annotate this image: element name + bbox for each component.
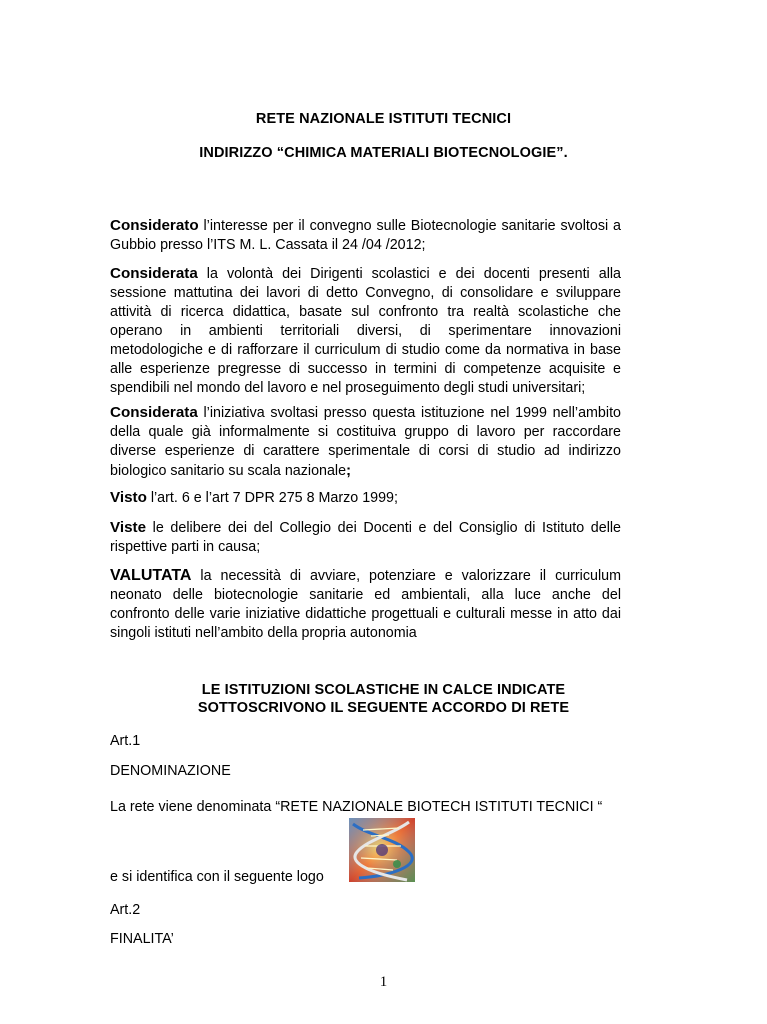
premise-paragraph xyxy=(110,566,621,643)
premise-paragraph xyxy=(110,518,621,557)
premise-text: l’art. 6 e l’art 7 DPR 275 8 Marzo 1999; xyxy=(146,490,398,506)
premise-keyword: Visto xyxy=(110,489,147,506)
premise-keyword: Viste xyxy=(110,519,147,536)
page-number: 1 xyxy=(379,974,388,990)
premise-keyword: Considerata xyxy=(110,404,198,421)
premise-keyword: Considerata xyxy=(110,265,198,282)
premise-text: la necessità di avviare, potenziare e valorizzare il curriculum neonato delle biotecnologie sanitarie ed ambientali, alla luce anche del confronto delle varie iniziative didattiche progettuali e culturali messe in atto dai singoli istituti nell’ambito della propria autonomia xyxy=(110,568,621,641)
premise-paragraph xyxy=(110,264,621,398)
article-1-label: Art.1 xyxy=(110,733,141,749)
premise-text: l’iniziativa svoltasi presso questa istituzione nel 1999 nell’ambito della quale già informalmente si costituiva gruppo di lavoro per raccordare diverse esperienze di carattere sperimentale di corsi di studio ad indirizzo biologico sanitario su scala nazionale xyxy=(110,405,621,479)
premise-trailing-punctuation: ; xyxy=(346,462,352,479)
document-subtitle: INDIRIZZO “CHIMICA MATERIALI BIOTECNOLOGIE”. xyxy=(199,145,568,161)
premise-paragraph xyxy=(110,488,621,508)
biotech-logo-image xyxy=(349,818,415,882)
article-1-body: La rete viene denominata “RETE NAZIONALE BIOTECH ISTITUTI TECNICI “ xyxy=(110,799,603,815)
article-2-label: Art.2 xyxy=(110,902,141,918)
article-1-logo-text: e si identifica con il seguente logo xyxy=(110,869,324,885)
premise-text: la volontà dei Dirigenti scolastici e dei docenti presenti alla sessione mattutina dei lavori di detto Convegno, di consolidare e sviluppare attività di ricerca didattica, basate sul confronto tra realtà scolastiche che operano in ambienti territoriali diversi, di sperimentare innovazioni metodologiche e di rafforzare il curriculum di studio come da normativa in base alle esperienze pregresse di successo in termini di competenze acquisite e spendibili nel mondo del lavoro e nel proseguimento degli studi universitari; xyxy=(110,266,621,396)
dna-helix-icon xyxy=(349,818,415,882)
premise-text: l’interesse per il convegno sulle Biotecnologie sanitarie svoltosi a Gubbio presso l’ITS M. L. Cassata il 24 /04 /2012; xyxy=(110,218,621,253)
premise-keyword: VALUTATA xyxy=(110,567,192,584)
article-1-title: DENOMINAZIONE xyxy=(110,763,231,779)
premise-paragraph xyxy=(110,216,621,255)
document-title: RETE NAZIONALE ISTITUTI TECNICI xyxy=(255,111,512,127)
agreement-heading-line-1: LE ISTITUZIONI SCOLASTICHE IN CALCE INDICATE xyxy=(201,682,566,698)
premise-text: le delibere dei del Collegio dei Docenti e del Consiglio di Istituto delle rispettive parti in causa; xyxy=(110,520,621,555)
premise-keyword: Considerato xyxy=(110,217,199,234)
agreement-heading-line-2: SOTTOSCRIVONO IL SEGUENTE ACCORDO DI RETE xyxy=(197,700,570,716)
article-2-title: FINALITA’ xyxy=(110,931,174,947)
premise-paragraph xyxy=(110,403,621,481)
